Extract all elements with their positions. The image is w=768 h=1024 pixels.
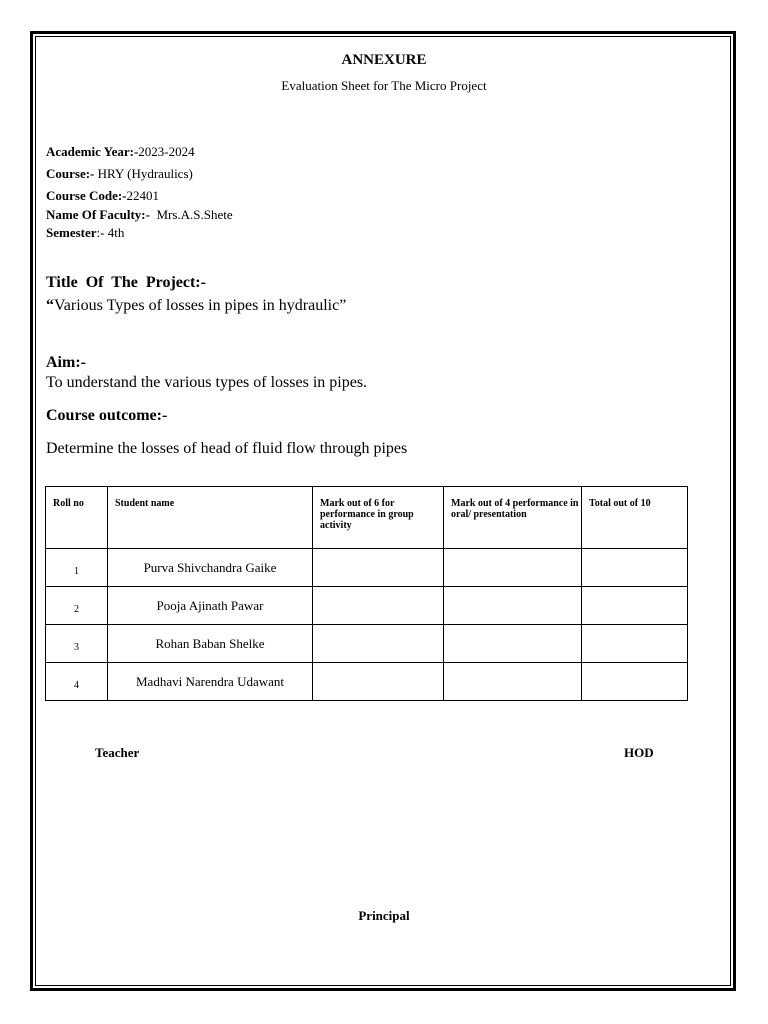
aim-label: Aim:- xyxy=(46,354,86,371)
course-code-value: 22401 xyxy=(126,188,160,203)
header-oral-presentation-mark: Mark out of 4 performance in oral/ presentation xyxy=(444,487,582,549)
oral-presentation-mark xyxy=(444,625,582,663)
faculty-value: Mrs.A.S.Shete xyxy=(149,207,233,222)
student-name: Purva Shivchandra Gaike xyxy=(108,549,313,587)
roll-number: 1 xyxy=(46,549,108,587)
total-mark xyxy=(582,587,688,625)
roll-number: 4 xyxy=(46,663,108,701)
roll-number: 2 xyxy=(46,587,108,625)
student-name: Rohan Baban Shelke xyxy=(108,625,313,663)
course-value: HRY (Hydraulics) xyxy=(94,166,193,181)
course-code-label: Course Code:- xyxy=(46,188,127,203)
oral-presentation-mark xyxy=(444,663,582,701)
total-mark xyxy=(582,663,688,701)
group-activity-mark xyxy=(313,663,444,701)
group-activity-mark xyxy=(313,549,444,587)
project-title xyxy=(46,297,346,315)
group-activity-mark xyxy=(313,587,444,625)
project-title-label: Title Of The Project:- xyxy=(46,274,206,291)
header-student-name: Student name xyxy=(108,487,313,549)
evaluation-table xyxy=(45,486,688,701)
table-row xyxy=(46,587,688,625)
course-outcome-label: Course outcome:- xyxy=(46,407,168,424)
document-title: ANNEXURE xyxy=(341,52,427,68)
document-subtitle: Evaluation Sheet for The Micro Project xyxy=(281,78,487,93)
group-activity-mark xyxy=(313,625,444,663)
table-row xyxy=(46,625,688,663)
table-row xyxy=(46,663,688,701)
course-line xyxy=(46,166,193,181)
principal-signature-label: Principal xyxy=(358,908,410,923)
semester-line xyxy=(46,225,124,240)
header-roll-no: Roll no xyxy=(46,487,108,549)
total-mark xyxy=(582,549,688,587)
student-name: Madhavi Narendra Udawant xyxy=(108,663,313,701)
hod-signature-label: HOD xyxy=(624,745,654,760)
student-name: Pooja Ajinath Pawar xyxy=(108,587,313,625)
table-header-row xyxy=(46,487,688,549)
teacher-signature-label: Teacher xyxy=(95,745,140,760)
faculty-label: Name Of Faculty:- xyxy=(46,207,150,222)
header-total: Total out of 10 xyxy=(582,487,688,549)
roll-number: 3 xyxy=(46,625,108,663)
semester-label: Semester xyxy=(46,225,97,240)
course-outcome-text: Determine the losses of head of fluid flow through pipes xyxy=(46,440,408,457)
table-row xyxy=(46,549,688,587)
academic-year-label: Academic Year:- xyxy=(46,144,139,159)
oral-presentation-mark xyxy=(444,587,582,625)
semester-value: :- 4th xyxy=(96,225,125,240)
header-group-activity-mark: Mark out of 6 for performance in group activity xyxy=(313,487,444,549)
academic-year-value: 2023-2024 xyxy=(138,144,195,159)
total-mark xyxy=(582,625,688,663)
course-label: Course:- xyxy=(46,166,95,181)
academic-year-line xyxy=(46,144,195,159)
oral-presentation-mark xyxy=(444,549,582,587)
project-title-open-quote: “ xyxy=(46,297,54,314)
aim-text: To understand the various types of losses in pipes. xyxy=(46,374,368,391)
course-code-line xyxy=(46,188,159,203)
project-title-value: Various Types of losses in pipes in hydraulic” xyxy=(54,297,347,314)
faculty-line xyxy=(46,207,233,222)
